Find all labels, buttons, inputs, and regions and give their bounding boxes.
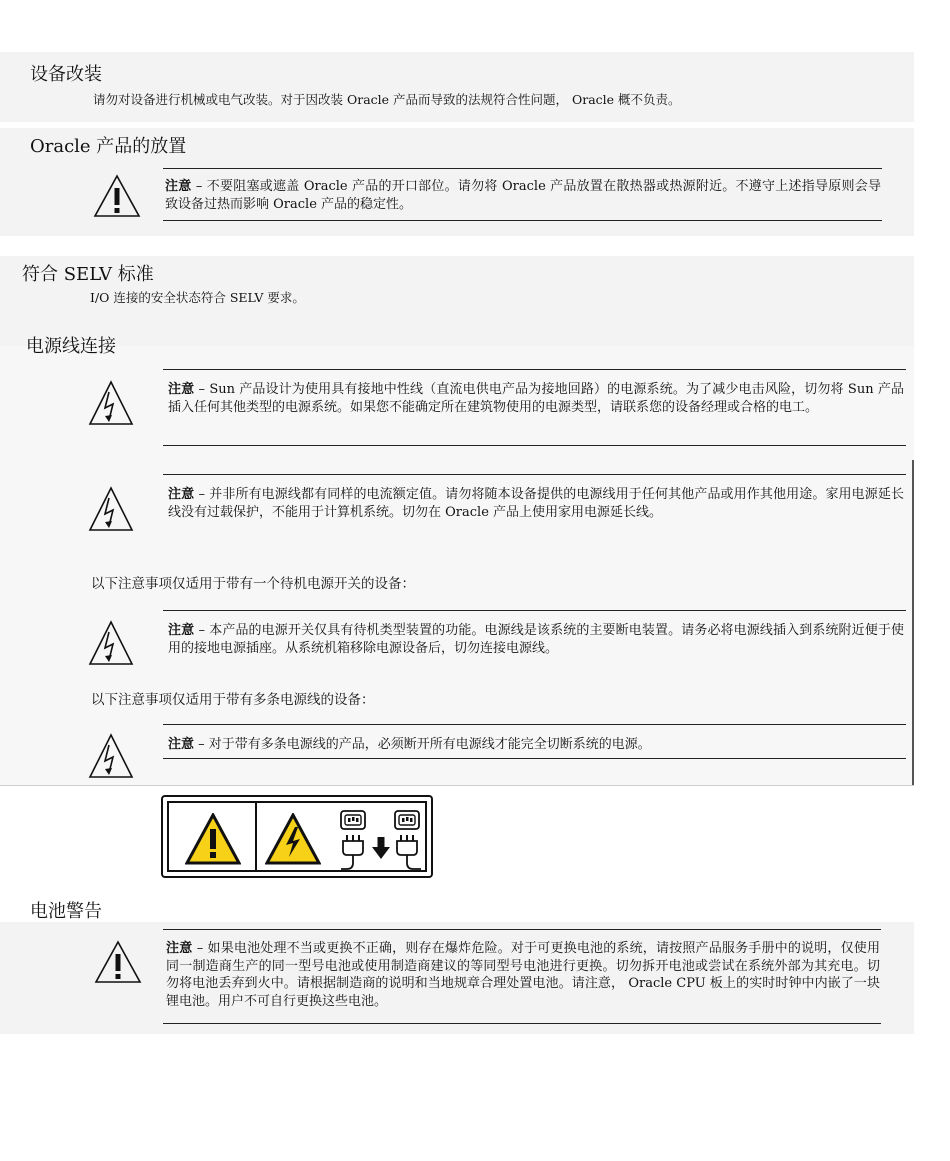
caution-label: 注意: [165, 179, 192, 194]
power-note-multi-cord: [168, 736, 904, 754]
battery-caution: [166, 940, 880, 1010]
power-note-grounded: [168, 381, 904, 416]
dual-power-cord-icon: [333, 807, 429, 877]
warning-label-divider: [255, 803, 257, 870]
electric-shock-icon: [88, 620, 134, 670]
section-title-selv: 符合 SELV 标准: [22, 264, 154, 285]
warning-triangle-icon: [94, 940, 142, 988]
caution-text: – 不要阻塞或遮盖 Oracle 产品的开口部位。请勿将 Oracle 产品放置在散热器或热源附近。不遵守上述指导原则会导致设备过热而影响 Oracle 产品的稳定性。: [165, 179, 881, 212]
section-title-placement: Oracle 产品的放置: [30, 136, 187, 157]
warning-label-border: [167, 801, 427, 872]
selv-body: I/O 连接的安全状态符合 SELV 要求。: [90, 290, 305, 305]
caution-text: – 本产品的电源开关仅具有待机类型装置的功能。电源线是该系统的主要断电装置。请务必将电源线插入到系统附近便于使用的接地电源插座。从系统机箱移除电源设备后，切勿连接电源线。: [168, 623, 904, 656]
yellow-warning-triangle-icon: [185, 813, 241, 869]
rule: [163, 929, 881, 930]
rule: [163, 445, 906, 446]
placement-caution: [165, 178, 881, 213]
background-band: [0, 52, 914, 122]
warning-label-graphic: [161, 795, 433, 878]
section-title-battery: 电池警告: [30, 901, 102, 922]
section-title-modification: 设备改装: [30, 64, 102, 85]
electric-shock-icon: [88, 380, 134, 430]
section-title-power-cord: 电源线连接: [26, 336, 116, 357]
caution-text: – Sun 产品设计为使用具有接地中性线（直流电供电产品为接地回路）的电源系统。为了减少电击风险，切勿将 Sun 产品插入任何其他类型的电源系统。如果您不能确定所在建筑物使用的电源类型，请联系您的设备经理或合格的电工。: [168, 382, 904, 415]
warning-triangle-icon: [93, 174, 141, 222]
caution-text: – 并非所有电源线都有同样的电流额定值。请勿将随本设备提供的电源线用于任何其他产品或用作其他用途。家用电源延长线没有过载保护，不能用于计算机系统。切勿在 Oracle 产品上使用家用电源延长线。: [168, 487, 904, 520]
power-note-standby: [168, 622, 904, 657]
rule: [0, 785, 914, 786]
standby-intro: 以下注意事项仅适用于带有一个待机电源开关的设备：: [91, 576, 415, 592]
rule: [163, 610, 906, 611]
rule: [163, 369, 906, 370]
modification-body: 请勿对设备进行机械或电气改装。对于因改装 Oracle 产品而导致的法规符合性问题， Oracle 概不负责。: [93, 92, 681, 107]
rule: [163, 220, 882, 221]
caution-label: 注意: [168, 737, 195, 752]
rule: [163, 758, 906, 759]
caution-label: 注意: [168, 623, 195, 638]
rule: [163, 1023, 881, 1024]
multi-cord-intro: 以下注意事项仅适用于带有多条电源线的设备：: [91, 692, 375, 708]
caution-text: – 如果电池处理不当或更换不正确，则存在爆炸危险。对于可更换电池的系统，请按照产品服务手册中的说明，仅使用同一制造商生产的同一型号电池或使用制造商建议的等同型号电池进行更换。切勿拆开电池或尝试在系统外部为其充电。切勿将电池丢弃到火中。请根据制造商的说明和当地规章合理处置电池。请注意， Oracle CPU 板上的实时时钟中内嵌了一块锂电池。用户不可自行更换这些电池。: [166, 941, 880, 1009]
electric-shock-icon: [88, 486, 134, 536]
yellow-shock-triangle-icon: [265, 813, 321, 869]
caution-label: 注意: [166, 941, 193, 956]
electric-shock-icon: [88, 733, 134, 783]
caution-label: 注意: [168, 487, 195, 502]
power-note-rating: [168, 486, 904, 521]
caution-label: 注意: [168, 382, 195, 397]
rule: [163, 168, 882, 169]
caution-text: – 对于带有多条电源线的产品，必须断开所有电源线才能完全切断系统的电源。: [194, 737, 651, 752]
rule: [163, 474, 906, 475]
rule: [163, 724, 906, 725]
change-bar: [912, 460, 914, 785]
